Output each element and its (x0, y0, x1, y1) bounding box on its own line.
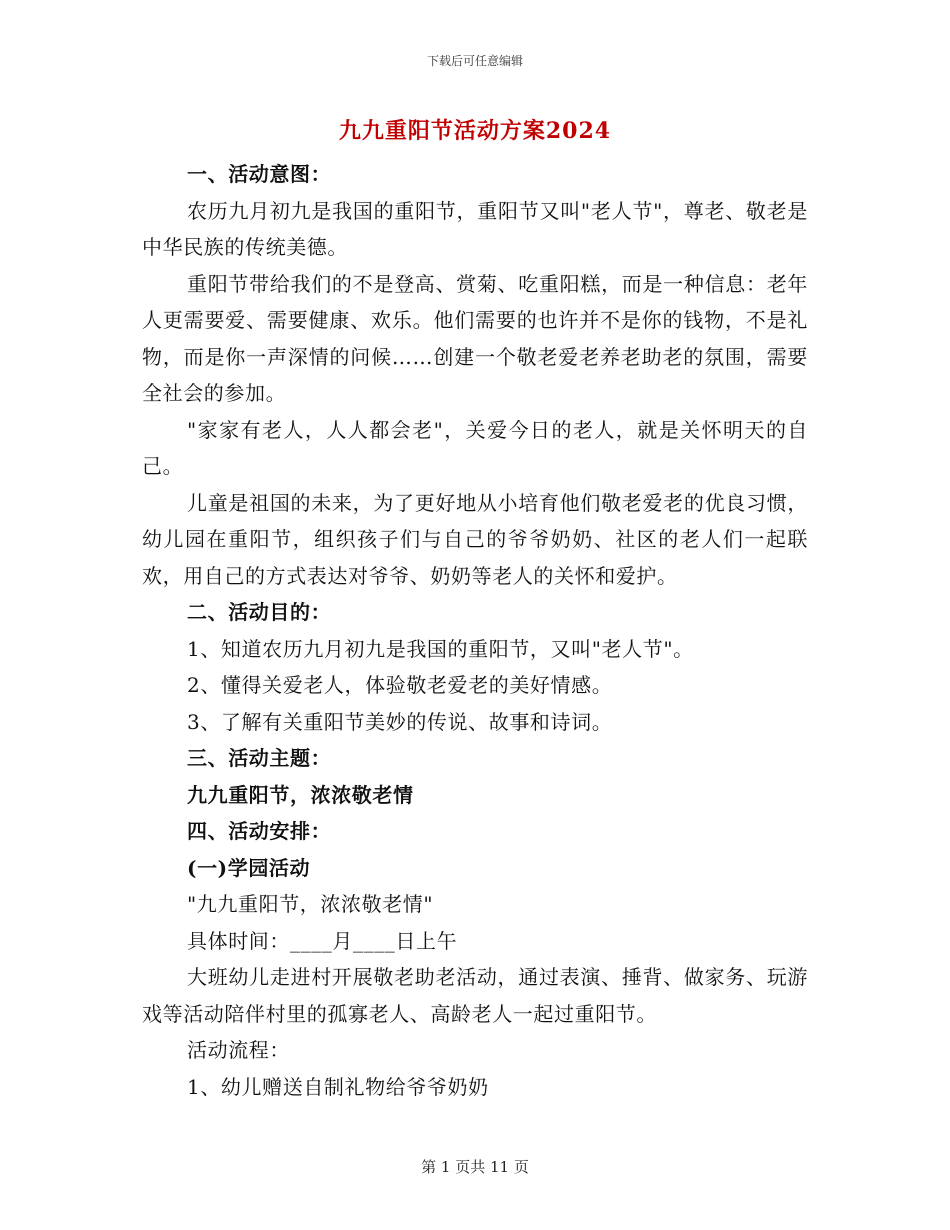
paragraph: 活动流程： (187, 1038, 290, 1062)
page-header-note: 下载后可任意编辑 (426, 54, 523, 68)
theme-text: 九九重阳节，浓浓敬老情 (187, 782, 414, 807)
subsection-heading: (一)学园活动 (187, 855, 311, 880)
list-item: 1、知道农历九月初九是我国的重阳节，又叫"老人节"。 (187, 636, 694, 661)
paragraph: 重阳节带给我们的不是登高、赏菊、吃重阳糕，而是一种信息：老年人更需要爱、需要健康、欢乐。他们需要的也许并不是你的钱物，不是礼物，而是你一声深情的问候……创建一个敬老爱老养老助老的氛围，需要全社会的参加。 (142, 271, 808, 405)
paragraph: "家家有老人，人人都会老"，关爱今日的老人，就是关怀明天的自己。 (142, 417, 808, 478)
section-heading-arrangement: 四、活动安排： (187, 819, 332, 843)
paragraph: 农历九月初九是我国的重阳节，重阳节又叫"老人节"，尊老、敬老是中华民族的传统美德。 (142, 198, 808, 259)
paragraph: "九九重阳节，浓浓敬老情" (187, 892, 434, 916)
list-item: 1、幼儿赠送自制礼物给爷爷奶奶 (187, 1074, 489, 1099)
list-item: 2、懂得关爱老人，体验敬老爱老的美好情感。 (187, 673, 613, 697)
section-heading-purpose: 二、活动目的： (187, 600, 332, 624)
paragraph: 大班幼儿走进村开展敬老助老活动，通过表演、捶背、做家务、玩游戏等活动陪伴村里的孤寡老人、高龄老人一起过重阳节。 (142, 965, 808, 1026)
section-heading-intent: 一、活动意图： (187, 162, 332, 186)
section-heading-theme: 三、活动主题： (187, 746, 332, 770)
list-item: 3、了解有关重阳节美妙的传说、故事和诗词。 (187, 709, 613, 734)
page-footer-number: 第 1 页共 11 页 (421, 1158, 529, 1176)
document-title: 九九重阳节活动方案2024 (338, 118, 612, 144)
document-body (142, 156, 808, 1105)
paragraph-time: 具体时间：____月____日上午 (187, 928, 458, 953)
paragraph: 儿童是祖国的未来，为了更好地从小培育他们敬老爱老的优良习惯，幼儿园在重阳节，组织孩子们与自己的爷爷奶奶、社区的老人们一起联欢，用自己的方式表达对爷爷、奶奶等老人的关怀和爱护。 (142, 490, 808, 588)
